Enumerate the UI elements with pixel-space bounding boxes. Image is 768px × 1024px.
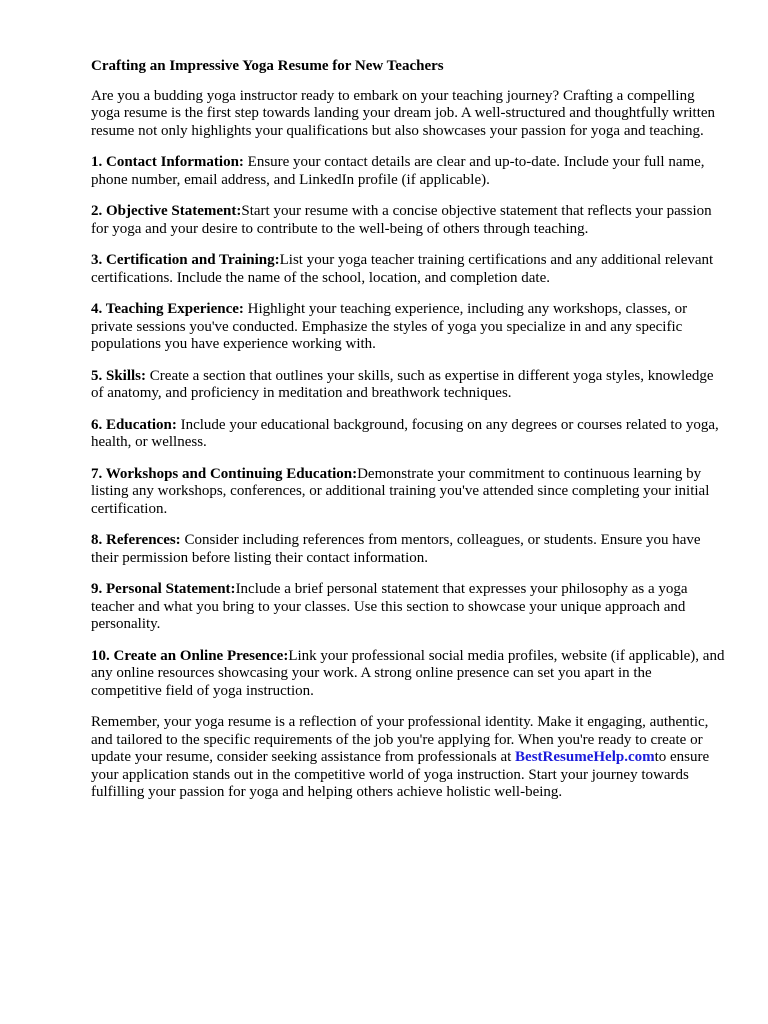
section-skills [91, 368, 725, 403]
closing-text-before-link: Remember, your yoga resume is a reflection of your professional identity. Make it engaging, authentic, and tailored to the specific requirements of the job you're applying for. When you're ready to create or update your resume, consider seeking assistance from professionals at [91, 714, 709, 765]
bestresumehelp-link[interactable]: BestResumeHelp.com [515, 749, 655, 765]
section-text: Start your resume with a concise objective statement that reflects your passion for yoga and your desire to contribute to the well-being of others through teaching. [91, 203, 712, 237]
section-label: 10. Create an Online Presence: [91, 647, 289, 664]
section-workshops-continuing-education [91, 466, 725, 519]
section-objective-statement [91, 203, 725, 238]
section-text: Highlight your teaching experience, including any workshops, classes, or private sessions you've conducted. Emphasize the styles of yoga you specialize in and any specific populations you have experience working with. [91, 301, 688, 352]
section-certification-training [91, 252, 725, 287]
section-education [91, 417, 725, 452]
section-label: 6. Education: [91, 416, 177, 433]
section-label: 9. Personal Statement: [91, 581, 236, 597]
section-online-presence [91, 648, 725, 701]
section-text: Include a brief personal statement that expresses your philosophy as a yoga teacher and what you bring to your classes. Use this section to showcase your unique approach and personality. [91, 581, 688, 632]
closing-text-after-link: to ensure your application stands out in the competitive world of yoga instruction. Start your journey towards fulfilling your passion for yoga and helping others achieve holistic well-being. [91, 749, 710, 800]
section-text: Create a section that outlines your skills, such as expertise in different yoga styles, knowledge of anatomy, and proficiency in meditation and breathwork techniques. [91, 367, 714, 401]
section-label: 7. Workshops and Continuing Education: [91, 465, 358, 482]
document-page [91, 58, 725, 816]
intro-paragraph: Are you a budding yoga instructor ready to embark on your teaching journey? Crafting a compelling yoga resume is the first step towards landing your dream job. A well-structured and thoughtfully written resume not only highlights your qualifications but also showcases your passion for yoga and teaching. [91, 87, 716, 139]
section-label: 4. Teaching Experience: [91, 301, 244, 317]
section-text: Include your educational background, focusing on any degrees or courses related to yoga, health, or wellness. [91, 416, 719, 450]
section-label: 5. Skills: [91, 367, 147, 384]
section-text: List your yoga teacher training certifications and any additional relevant certifications. Include the name of the school, location, and completion date. [91, 252, 714, 286]
closing-paragraph [91, 714, 725, 802]
section-text: Ensure your contact details are clear and up-to-date. Include your full name, phone number, email address, and LinkedIn profile (if applicable). [91, 154, 705, 188]
section-text: Consider including references from mentors, colleagues, or students. Ensure you have their permission before listing their contact information. [91, 532, 701, 566]
section-text: Demonstrate your commitment to continuous learning by listing any workshops, conferences, or additional training you've attended since completing your initial certification. [91, 465, 710, 517]
section-text: Link your professional social media profiles, website (if applicable), and any online resources showcasing your work. A strong online presence can set you apart in the competitive field of yoga instruction. [91, 647, 725, 699]
document-title: Crafting an Impressive Yoga Resume for New Teachers [91, 58, 444, 74]
section-label: 1. Contact Information: [91, 154, 244, 170]
section-contact-information [91, 154, 725, 189]
section-label: 2. Objective Statement: [91, 203, 242, 219]
section-label: 3. Certification and Training: [91, 252, 280, 268]
section-references [91, 532, 725, 567]
section-label: 8. References: [91, 532, 181, 548]
section-personal-statement [91, 581, 725, 634]
section-teaching-experience [91, 301, 725, 354]
